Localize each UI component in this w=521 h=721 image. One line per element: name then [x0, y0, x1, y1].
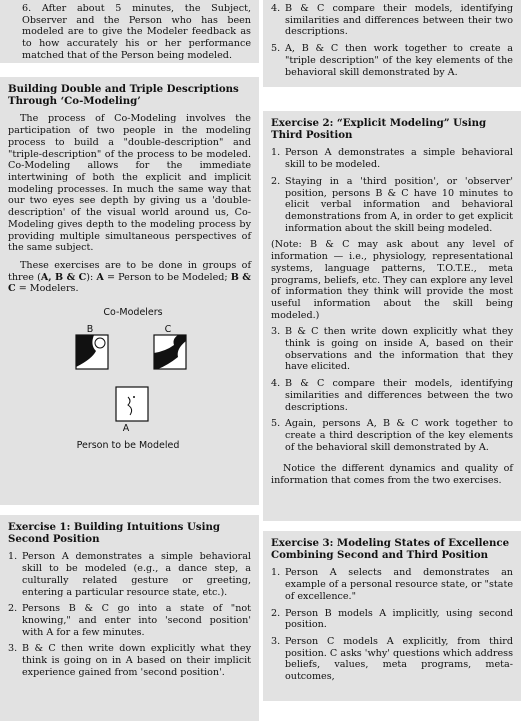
right-column	[263, 0, 521, 701]
diagram-label-comodelers: Co-Modelers	[103, 307, 163, 319]
list-item: 3. B & C then write down explicitly what they think is going on inside A, based on their observations and the information that they have elicited.	[271, 326, 513, 373]
list-item: 1. Person A selects and demonstrates an example of a personal resource state, or "state of excellence."	[271, 567, 513, 602]
faces-illustration	[8, 301, 251, 471]
co-modeling-section	[0, 77, 259, 505]
continued-item-box	[0, 0, 259, 63]
exercise-3-list	[271, 567, 513, 682]
face-c-icon	[154, 335, 186, 369]
list-item: 2. Persons B & C go into a state of "not knowing," and enter into 'second position' with A for a few minutes.	[8, 603, 251, 638]
continued-items-box	[263, 0, 521, 87]
list-item: 5. Again, persons A, B & C work together to create a third description of the key elements of the behavioral skill demonstrated by A.	[271, 418, 513, 453]
section-heading: Exercise 1: Building Intuitions Using Second Position	[8, 521, 220, 546]
list-item	[22, 3, 251, 62]
list-item: 2. Person B models A implicitly, using second position.	[271, 607, 513, 631]
exercise-2-section	[263, 111, 521, 521]
left-column	[0, 0, 259, 721]
continued-list	[8, 3, 251, 62]
paragraph-groups: These exercises are to be done in groups of three (A, B & C): A = Person to be Modeled; B & C = Modelers.	[8, 259, 251, 295]
face-a-icon	[116, 387, 148, 421]
diagram-label-person-modeled: Person to be Modeled	[76, 440, 180, 452]
list-item: 3. B & C then write down explicitly what they think is going on in A based on their implicit experience gained from 'second position'.	[8, 643, 251, 678]
list-item: 1. Person A demonstrates a simple behavioral skill to be modeled (e.g., a dance step, a culturally related gesture or greeting, entering a particular resource state, etc.).	[8, 551, 251, 598]
exercise-2-note: (Note: B & C may ask about any level of information — i.e., physiology, representational systems, language patterns, T.O.T.E., meta programs, beliefs, etc. They can explore any level of information they think will provide the most useful information about the skill being modeled.)	[271, 239, 513, 321]
exercise-3-section	[263, 531, 521, 701]
notice-paragraph: Notice the different dynamics and quality of information that comes from the two exercises.	[271, 463, 513, 487]
exercise-1-section	[0, 515, 259, 721]
item-text: 6. After about 5 minutes, the Subject, Observer and the Person who has been modeled are to give the Modeler feedback as to how accurately his or her performance matched that of the Person being modeled.	[22, 3, 251, 61]
list-item: 3. Person C models A explicitly, from third position. C asks 'why' questions which address beliefs, values, meta programs, meta-outcomes,	[271, 635, 513, 683]
diagram-label-c: C	[164, 324, 172, 336]
list-item: 4. B & C compare their models, identifying similarities and differences between the two descriptions.	[271, 378, 513, 413]
continued-list	[271, 3, 513, 78]
list-item: 5. A, B & C then work together to create a "triple description" of the key elements of the behavioral skill demonstrated by A.	[271, 43, 513, 78]
list-item: 4. B & C compare their models, identifying similarities and differences between their two descriptions.	[271, 3, 513, 38]
section-heading: Building Double and Triple Descriptions Through ‘Co-Modeling’	[8, 83, 239, 108]
list-item: 2. Staying in a 'third position', or 'observer' position, persons B & C have 10 minutes to elicit verbal information and behavioral demonstrations from A, in order to get explicit information about the skill being modeled.	[271, 175, 513, 234]
exercise-2-list	[271, 147, 513, 234]
section-heading: Exercise 3: Modeling States of Excellence Combining Second and Third Position	[271, 537, 510, 562]
diagram-label-b: B	[86, 324, 94, 336]
exercise-2-list-continued	[271, 326, 513, 453]
co-modeling-diagram	[8, 301, 251, 471]
diagram-label-a: A	[122, 423, 130, 435]
section-heading: Exercise 2: “Explicit Modeling” Using Third Position	[271, 117, 487, 142]
paragraph: The process of Co-Modeling involves the participation of two people in the modeling process to build a "double-description" and "triple-description" of the process to be modeled. Co-Modeling allows for the immediate intertwining of both the explicit and implicit modeling processes. In much the same way that our two eyes see depth by giving us a 'double-description' of the visual world around us, Co-Modeling gives depth to the modeling process by providing multiple simultaneous perspectives of the same subject.	[8, 113, 251, 254]
list-item: 1. Person A demonstrates a simple behavioral skill to be modeled.	[271, 147, 513, 171]
exercise-1-list	[8, 551, 251, 678]
face-b-icon	[76, 335, 108, 369]
